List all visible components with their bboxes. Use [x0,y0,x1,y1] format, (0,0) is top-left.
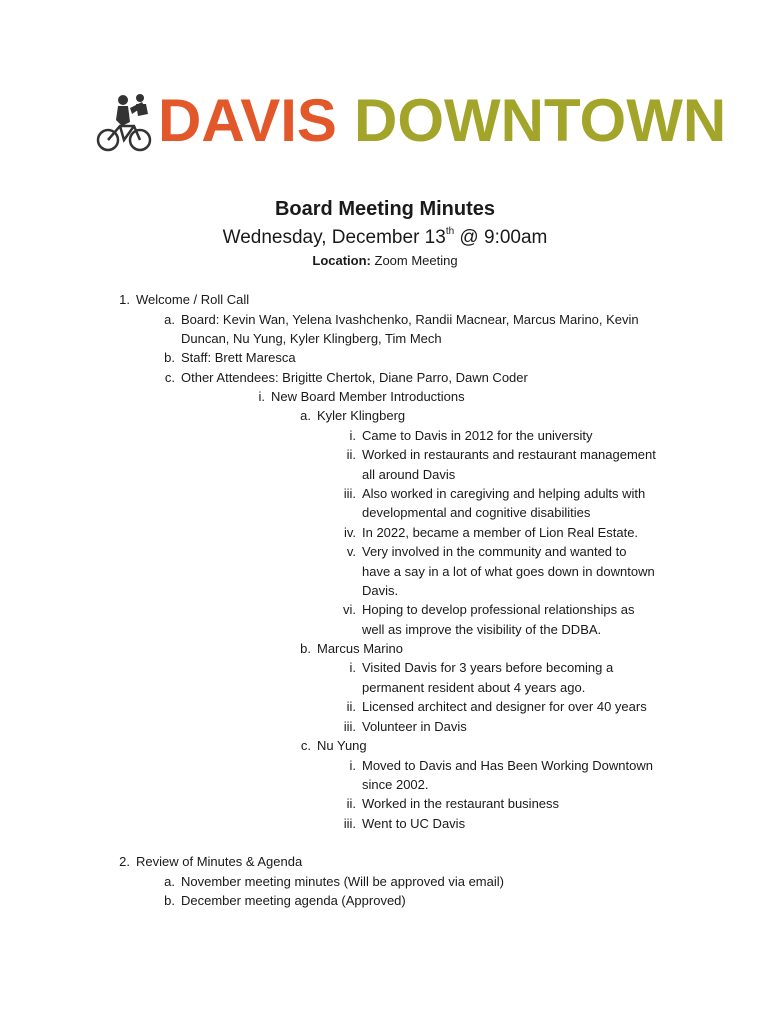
list-item-continuation: permanent resident about 4 years ago. [362,680,586,695]
list-item-continuation: have a say in a lot of what goes down in downtown [362,564,655,579]
list-item: 2. Review of Minutes & Agenda [119,854,303,869]
logo [96,86,727,156]
list-item: i. New Board Member Introductions [258,389,465,404]
document-title: Board Meeting Minutes [274,198,495,220]
list-item: i. Moved to Davis and Has Been Working Downtown [349,758,653,773]
list-item: a. Kyler Klingberg [300,408,406,423]
list-item: b. Staff: Brett Maresca [164,350,296,365]
list-item: iv. In 2022, became a member of Lion Real Estate. [343,525,639,540]
list-item: vi. Hoping to develop professional relationships as [343,602,635,617]
list-item: b. Marcus Marino [300,641,403,656]
list-item: a. November meeting minutes (Will be approved via email) [164,874,504,889]
logo-davis-text: DAVIS [158,87,337,154]
list-item: c. Nu Yung [300,738,367,753]
list-item-continuation: well as improve the visibility of the DDBA. [362,622,602,637]
list-item: ii. Licensed architect and designer for over 40 years [346,699,647,714]
meeting-date: Wednesday, December 13th @ 9:00am [222,226,548,248]
list-item: i. Visited Davis for 3 years before becoming a [349,660,614,675]
meeting-location: Location: Zoom Meeting [312,253,458,268]
list-item: iii. Also worked in caregiving and helping adults with [343,486,646,501]
cyclist-icon [96,92,152,154]
list-item: a. Board: Kevin Wan, Yelena Ivashchenko, Randii Macnear, Marcus Marino, Kevin [164,312,639,327]
list-item-continuation: Duncan, Nu Yung, Kyler Klingberg, Tim Mech [181,331,442,346]
list-item-continuation: developmental and cognitive disabilities [362,505,591,520]
list-item: b. December meeting agenda (Approved) [164,893,406,908]
list-item: ii. Worked in the restaurant business [346,796,560,811]
list-item: i. Came to Davis in 2012 for the university [349,428,593,443]
list-item-continuation: Davis. [362,583,399,598]
list-item: iii. Went to UC Davis [343,816,466,831]
list-item: c. Other Attendees: Brigitte Chertok, Diane Parro, Dawn Coder [164,370,528,385]
logo-downtown-text: DOWNTOWN [354,87,727,154]
list-item-continuation: all around Davis [362,467,456,482]
list-item: v. Very involved in the community and wanted to [346,544,627,559]
list-item-continuation: since 2002. [362,777,429,792]
list-item: 1. Welcome / Roll Call [119,292,250,307]
list-item: iii. Volunteer in Davis [343,719,467,734]
list-item: ii. Worked in restaurants and restaurant management [346,447,656,462]
